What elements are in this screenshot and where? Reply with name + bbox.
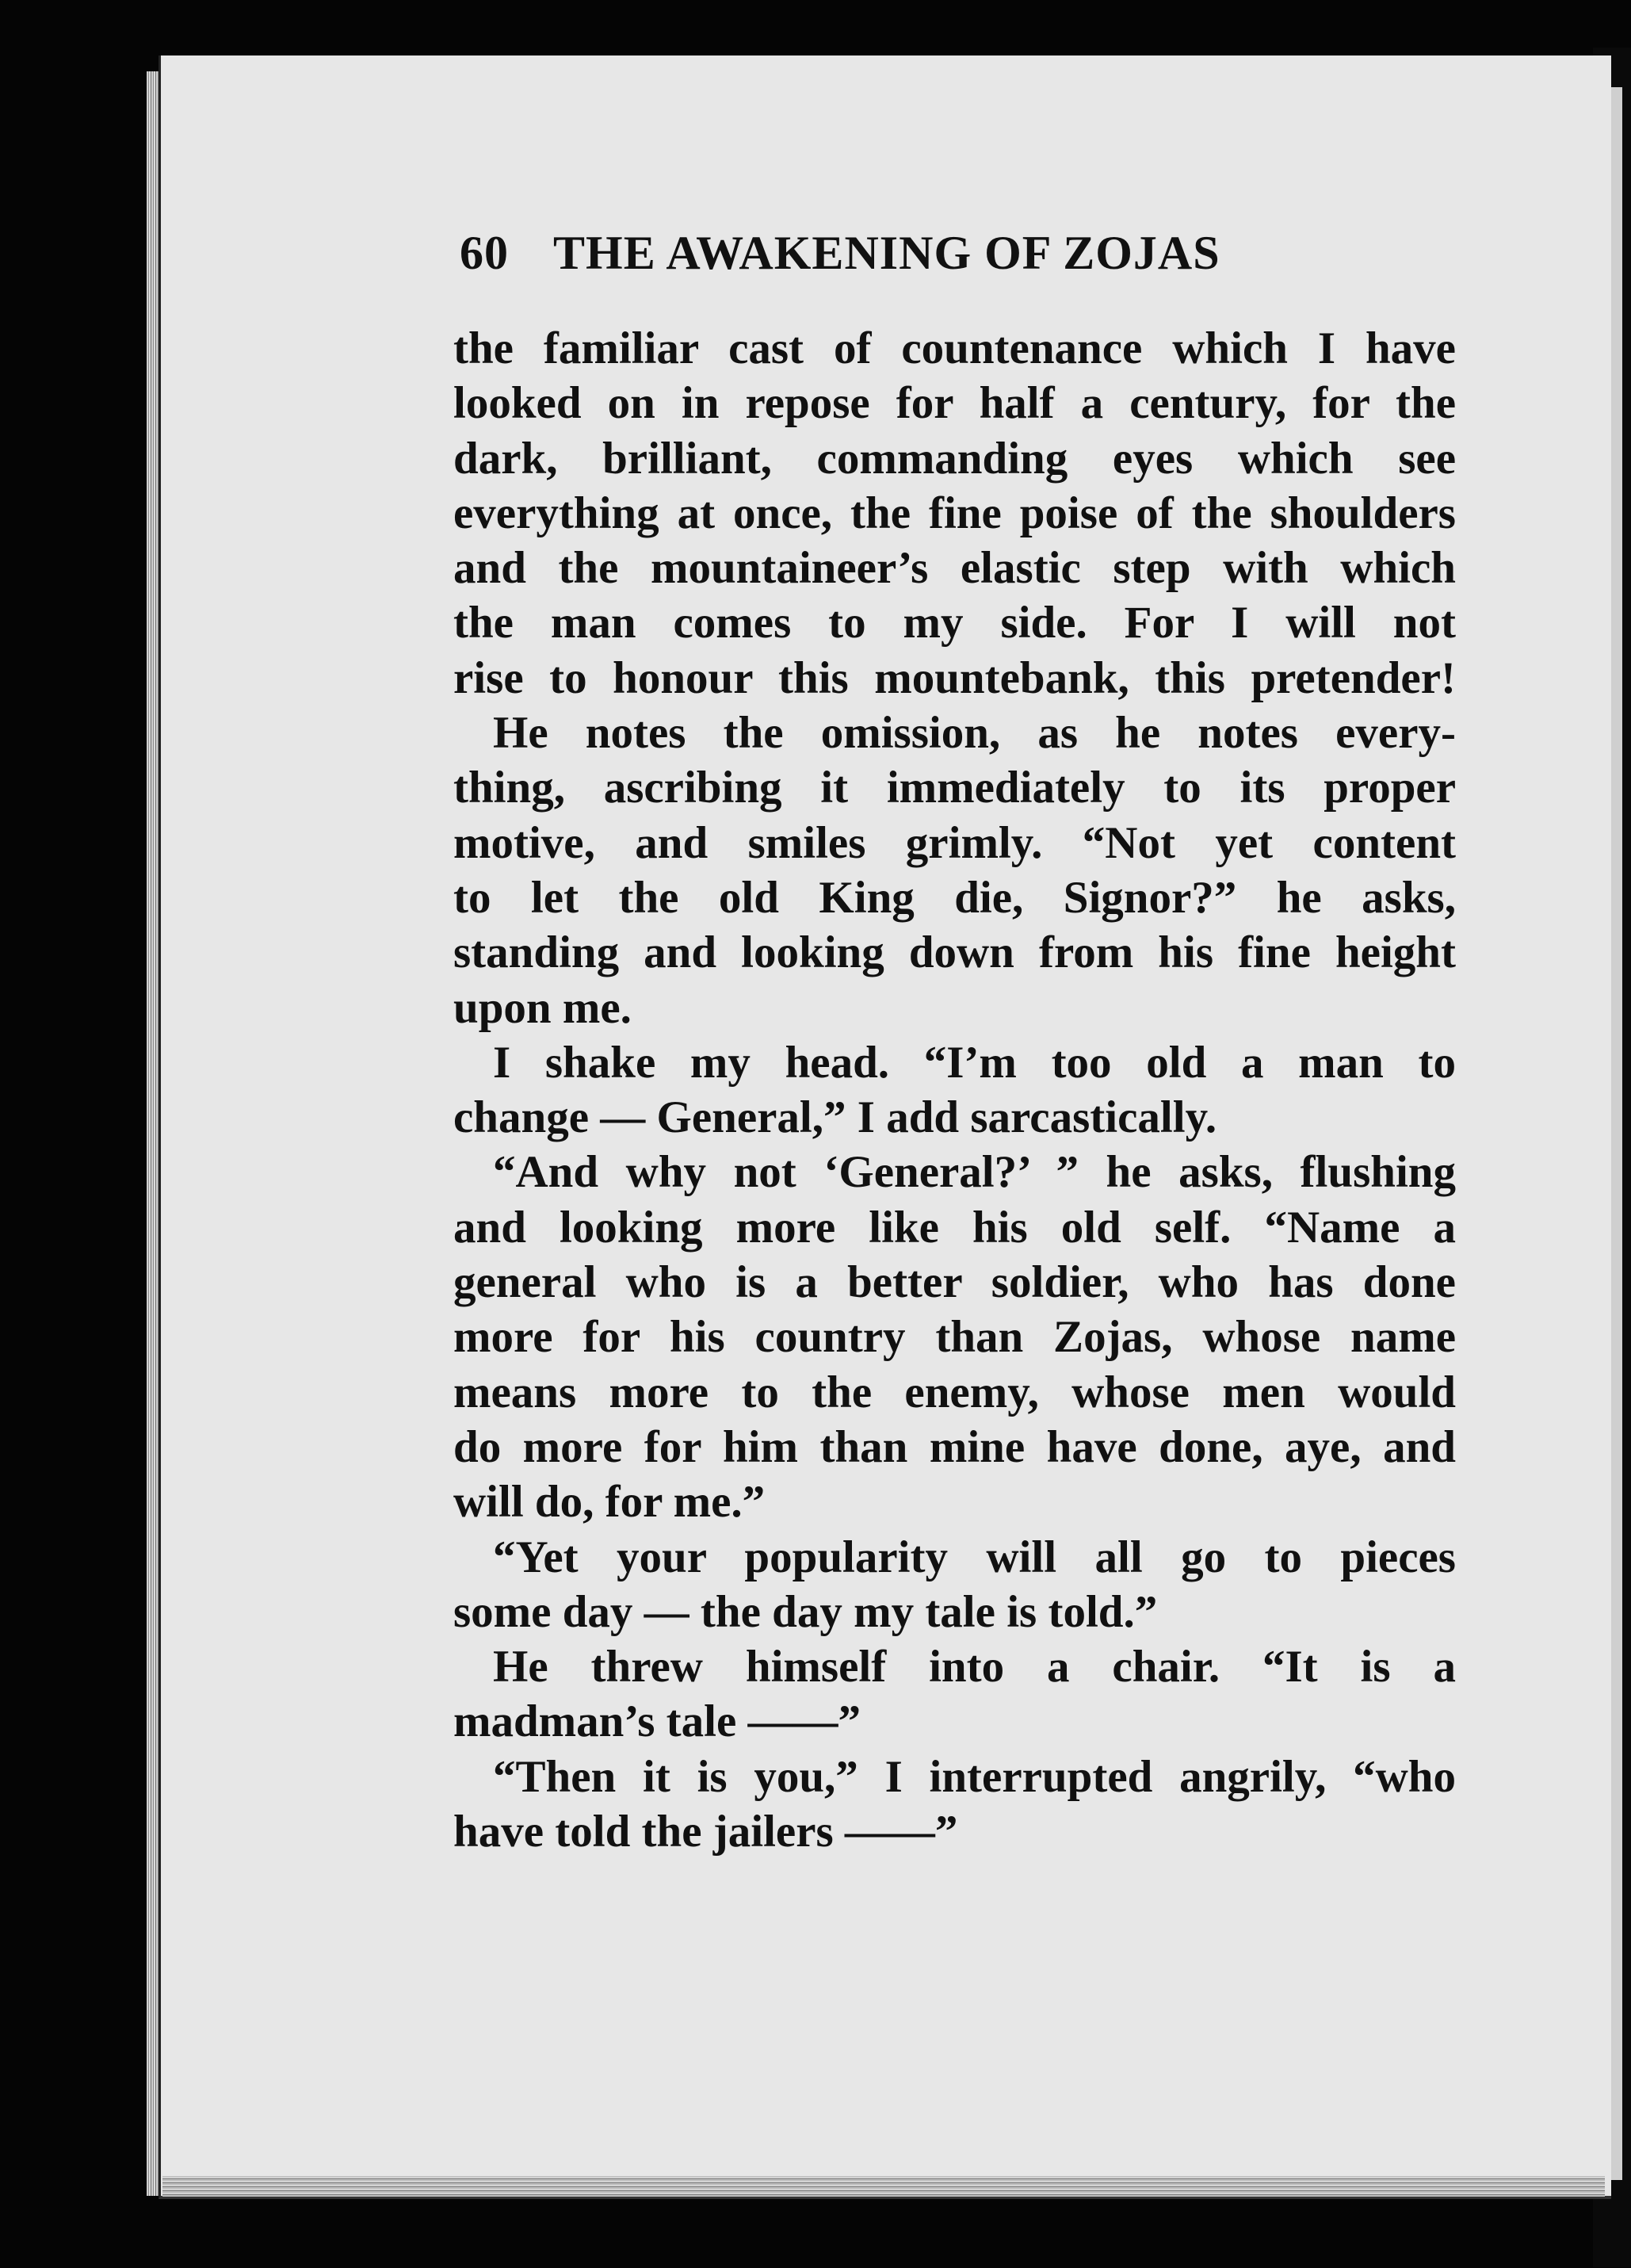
text-line: dark, brilliant, commanding eyes which see: [453, 433, 1456, 484]
text-line: everything at once, the fine poise of the shoulders: [453, 488, 1456, 538]
text-line: motive, and smiles grimly. “Not yet content: [453, 817, 1456, 868]
text-line: I shake my head. “I’m too old a man to: [493, 1037, 1456, 1088]
text-line: “And why not ‘General?’ ” he asks, flushing: [493, 1147, 1456, 1198]
body-text: [453, 321, 1456, 1859]
text-line: and looking more like his old self. “Name a: [453, 1202, 1456, 1253]
page-number: 60: [460, 227, 509, 279]
text-line: standing and looking down from his fine height: [453, 927, 1456, 978]
text-line: and the mountaineer’s elastic step with which: [453, 543, 1456, 594]
text-line: to let the old King die, Signor?” he asks,: [453, 872, 1456, 923]
text-line: general who is a better soldier, who has done: [453, 1257, 1456, 1308]
text-line: madman’s tale ——”: [453, 1696, 861, 1747]
text-line: the man comes to my side. For I will not: [453, 598, 1456, 648]
text-line: more for his country than Zojas, whose name: [453, 1312, 1456, 1363]
text-line: “Then it is you,” I interrupted angrily, “who: [493, 1751, 1456, 1802]
text-line: do more for him than mine have done, aye, and: [453, 1421, 1456, 1472]
text-line: He threw himself into a chair. “It is a: [493, 1642, 1456, 1692]
text-line: “Yet your popularity will all go to pieces: [493, 1532, 1456, 1582]
text-line: have told the jailers ——”: [453, 1807, 958, 1857]
running-header: [460, 226, 1339, 281]
text-line: change — General,” I add sarcastically.: [453, 1092, 1217, 1143]
text-line: upon me.: [453, 982, 632, 1033]
page-stack-bottom-edge: [162, 2176, 1605, 2197]
text-line: the familiar cast of countenance which I have: [453, 323, 1456, 373]
text-line: means more to the enemy, whose men would: [453, 1367, 1456, 1417]
text-line: will do, for me.”: [453, 1477, 766, 1528]
text-line: thing, ascribing it immediately to its proper: [453, 763, 1456, 813]
running-title: THE AWAKENING OF ZOJAS: [553, 227, 1220, 279]
text-line: some day — the day my tale is told.”: [453, 1586, 1158, 1637]
text-line: looked on in repose for half a century, for the: [453, 378, 1456, 429]
text-line: He notes the omission, as he notes every-: [493, 708, 1456, 759]
text-line: rise to honour this mountebank, this pretender!: [453, 652, 1456, 703]
